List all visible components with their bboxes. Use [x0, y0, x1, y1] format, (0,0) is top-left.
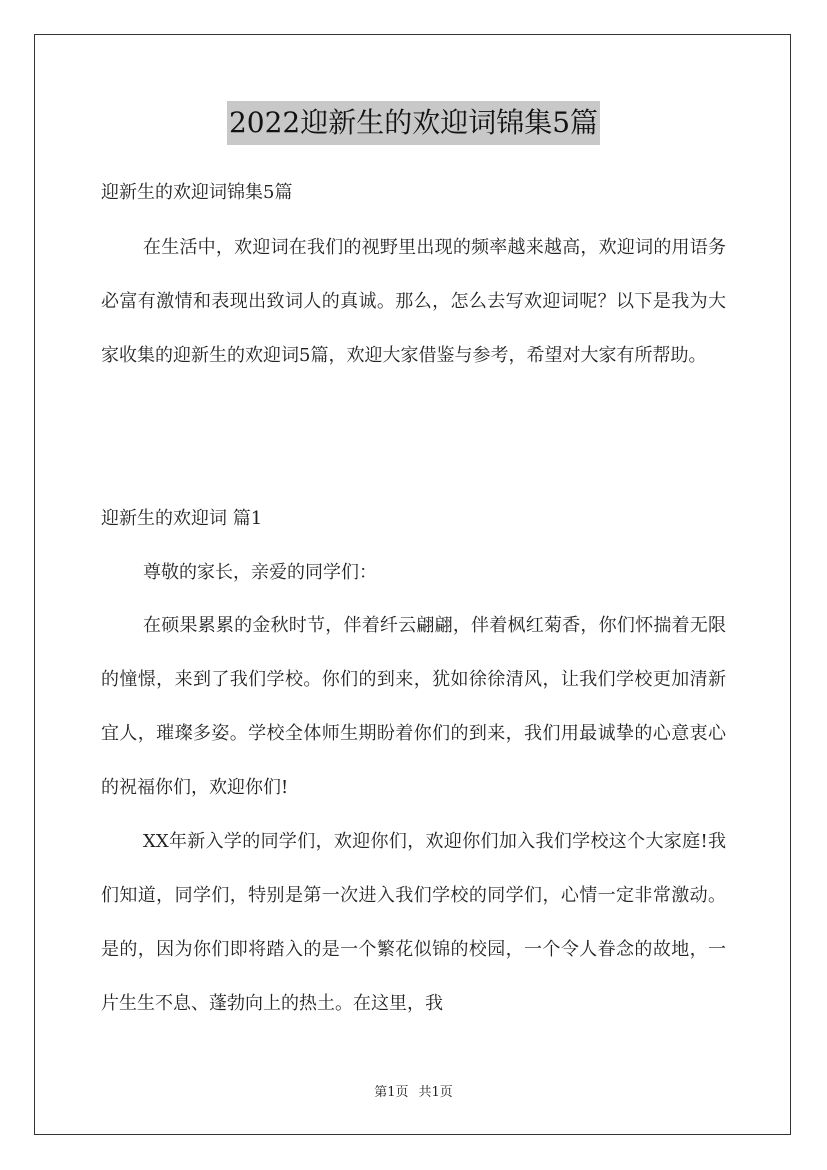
page-number: 第1页 [374, 1085, 409, 1100]
salutation: 尊敬的家长，亲爱的同学们： [143, 562, 377, 583]
section-heading: 迎新生的欢迎词 篇1 [101, 508, 263, 529]
page-footer [0, 1084, 827, 1102]
title-container [0, 101, 827, 145]
document-subtitle: 迎新生的欢迎词锦集5篇 [101, 182, 293, 203]
intro-paragraph: 在生活中，欢迎词在我们的视野里出现的频率越来越高，欢迎词的用语务必富有激情和表现出致词人的真诚。那么，怎么去写欢迎词呢？以下是我为大家收集的迎新生的欢迎词5篇，欢迎大家借鉴与参考，希望对大家有所帮助。 [101, 237, 726, 366]
body-paragraph-1: 在硕果累累的金秋时节，伴着纤云翩翩，伴着枫红菊香，你们怀揣着无限的憧憬，来到了我们学校。你们的到来，犹如徐徐清风，让我们学校更加清新宜人，璀璨多姿。学校全体师生期盼着你们的到来，我们用最诚挚的心意衷心的祝福你们，欢迎你们! [101, 615, 726, 798]
page-total: 共1页 [418, 1085, 453, 1100]
body-paragraph-2: XX年新入学的同学们，欢迎你们，欢迎你们加入我们学校这个大家庭!我们知道，同学们，特别是第一次进入我们学校的同学们，心情一定非常激动。是的，因为你们即将踏入的是一个繁花似锦的校园，一个令人眷念的故地，一片生生不息、蓬勃向上的热土。在这里，我 [101, 831, 726, 1014]
document-title: 2022迎新生的欢迎词锦集5篇 [227, 101, 600, 145]
